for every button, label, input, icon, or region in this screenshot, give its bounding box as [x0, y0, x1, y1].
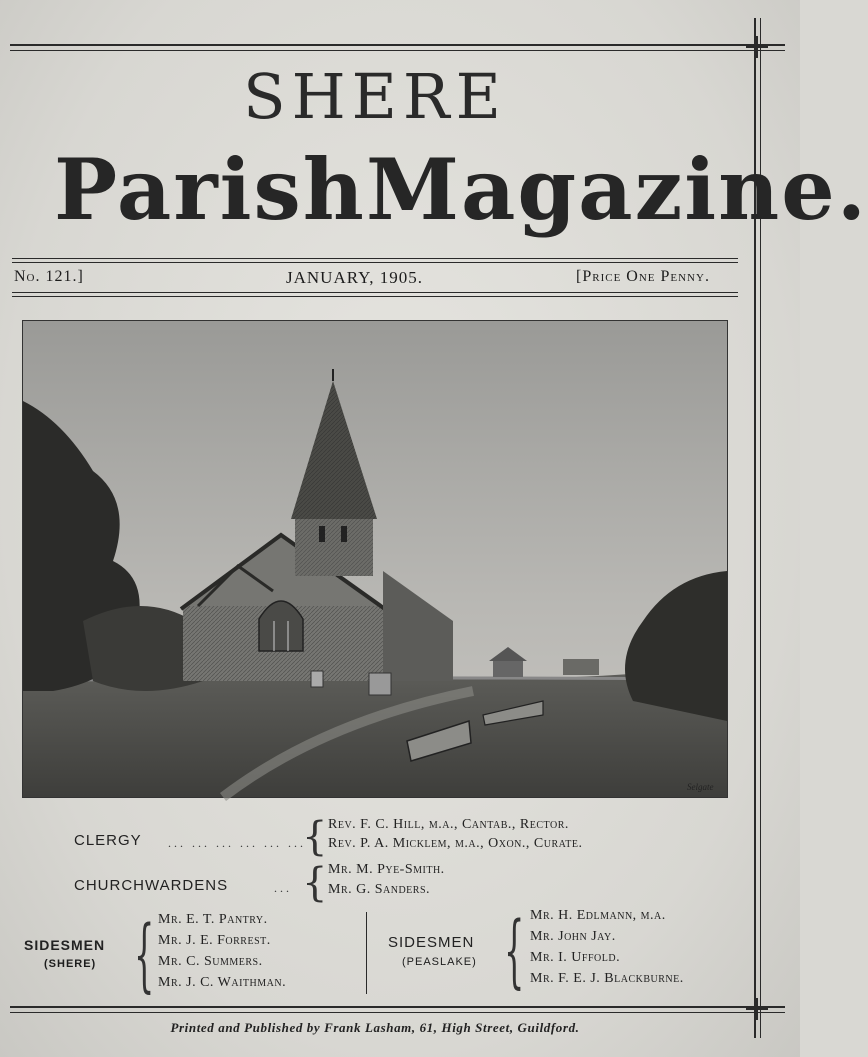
printer-imprint: Printed and Published by Frank Lasham, 61, High Street, Guildford.: [170, 1020, 580, 1035]
church-engraving: [22, 320, 728, 798]
engraver-signature: Selgate: [687, 782, 714, 792]
divider: [12, 296, 738, 297]
leader-dots: ...: [274, 881, 292, 895]
leader-dots: ... ... ... ... ... ...: [168, 836, 306, 850]
sidesman-name: Mr. E. T. Pantry.: [158, 912, 268, 927]
column-divider: [366, 912, 367, 994]
masthead-word-parish: Parish: [54, 140, 366, 239]
sidesmen-peaslake-sublabel: (PEASLAKE): [402, 956, 477, 968]
sidesmen-peaslake-label: SIDESMEN: [388, 934, 475, 951]
clergy-name: Rev. P. A. Micklem, m.a., Oxon., Curate.: [328, 836, 583, 851]
border-rule: [10, 1012, 785, 1013]
border-rule: [10, 44, 785, 46]
border-rule: [10, 1006, 785, 1008]
masthead-town: SHERE: [243, 60, 507, 133]
sidesman-name: Mr. H. Edlmann, m.a.: [530, 908, 666, 923]
clergy-name: Rev. F. C. Hill, m.a., Cantab., Rector.: [328, 817, 569, 832]
issue-number: No. 121.]: [14, 268, 84, 285]
brace: {: [302, 860, 328, 906]
sidesman-name: Mr. J. E. Forrest.: [158, 933, 271, 948]
issue-price: [Price One Penny.: [576, 268, 710, 285]
brace: {: [134, 908, 155, 1001]
sidesmen-shere-sublabel: (SHERE): [44, 958, 97, 970]
masthead-title: [50, 140, 868, 250]
church-engraving-image: [23, 321, 727, 797]
churchwardens-label: CHURCHWARDENS: [74, 877, 229, 894]
sidesman-name: Mr. I. Uffold.: [530, 950, 621, 965]
divider: [12, 258, 738, 259]
brace: {: [504, 904, 525, 997]
issue-date: JANUARY, 1905.: [286, 268, 423, 287]
sidesman-name: Mr. C. Summers.: [158, 954, 263, 969]
divider: [12, 262, 738, 263]
sidesmen-shere-label: SIDESMEN: [24, 937, 106, 953]
sidesman-name: Mr. John Jay.: [530, 929, 616, 944]
corner-cross-ornament: [746, 36, 768, 58]
churchwarden-name: Mr. G. Sanders.: [328, 882, 431, 897]
corner-cross-ornament: [746, 998, 768, 1020]
masthead-word-magazine: Magazine.: [366, 140, 868, 239]
clergy-label: CLERGY: [74, 832, 142, 849]
border-rule: [10, 50, 785, 51]
brace: {: [302, 814, 328, 860]
churchwarden-name: Mr. M. Pye-Smith.: [328, 862, 445, 877]
divider: [12, 292, 738, 293]
sidesman-name: Mr. F. E. J. Blackburne.: [530, 971, 684, 986]
sidesman-name: Mr. J. C. Waithman.: [158, 975, 287, 990]
